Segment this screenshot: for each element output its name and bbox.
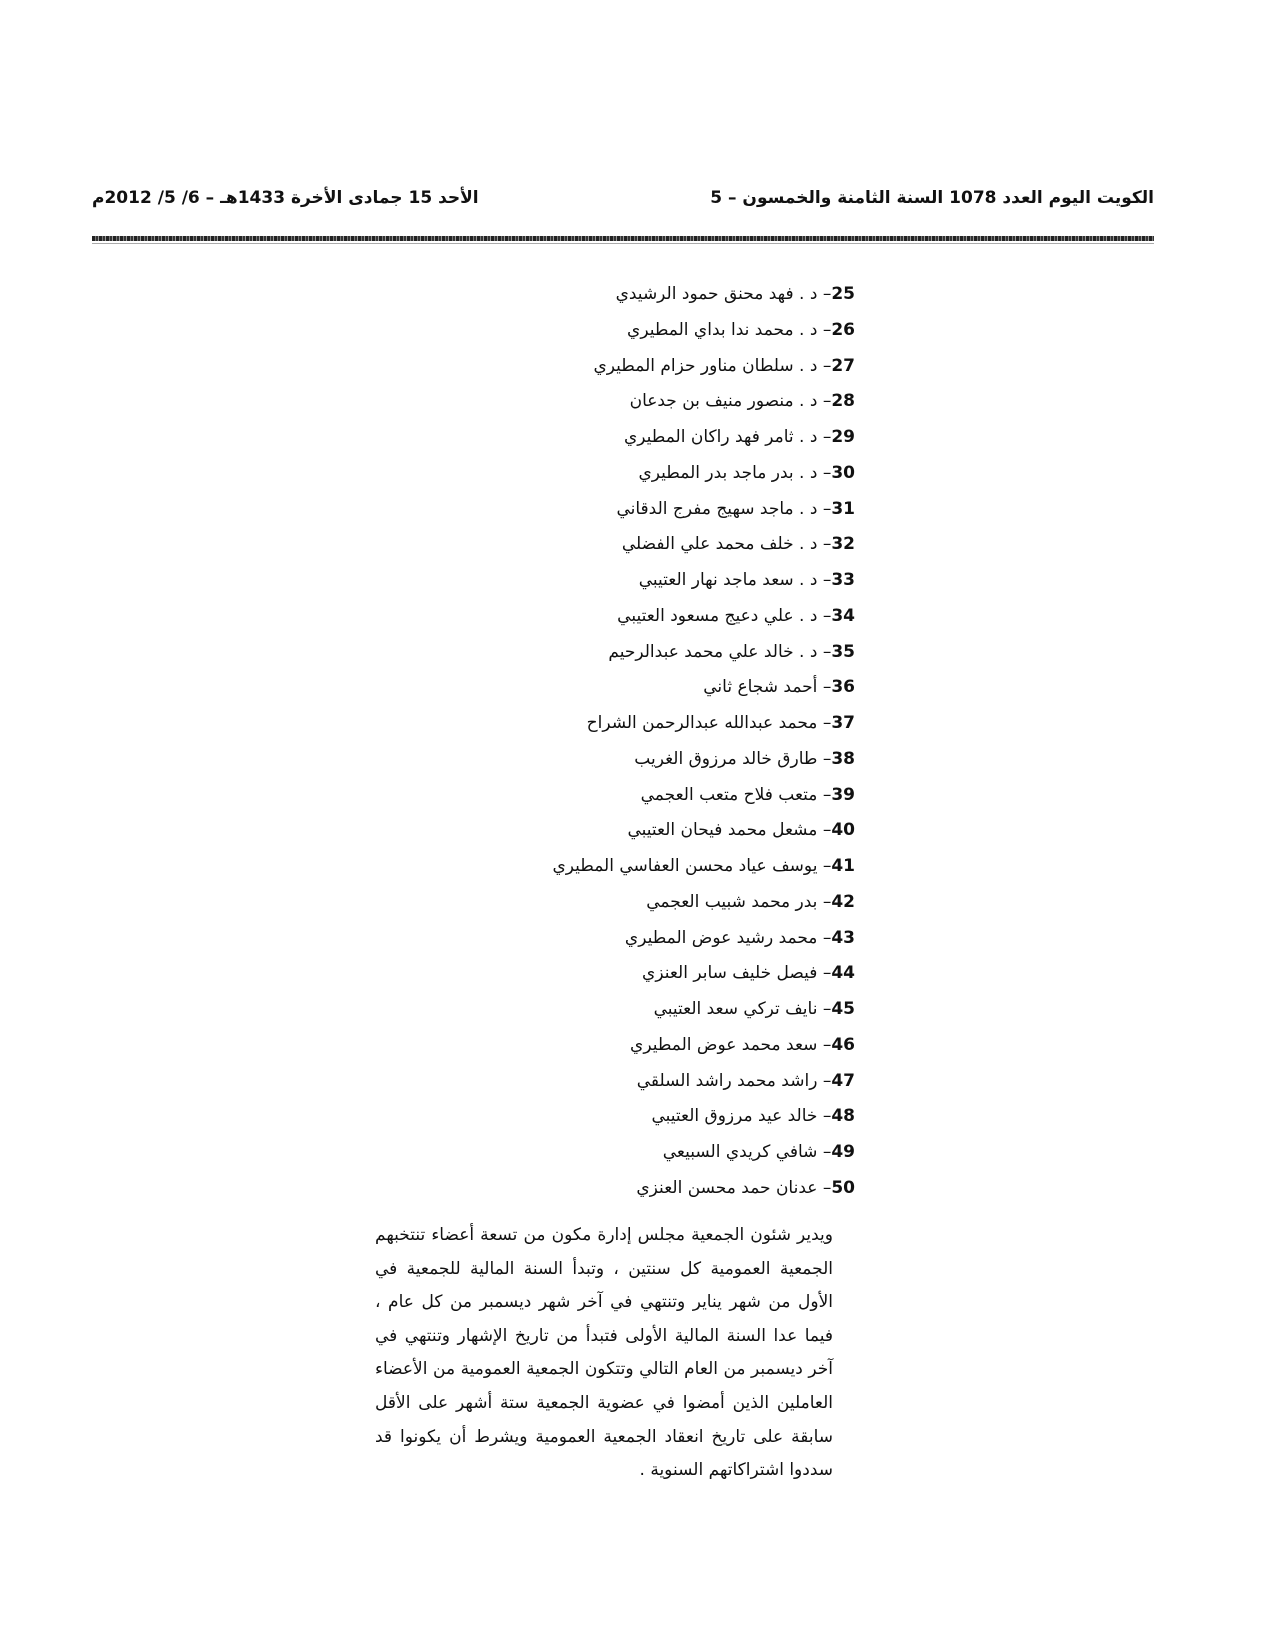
item-name: – د . بدر ماجد بدر المطيري (638, 462, 832, 483)
item-number: 38 (831, 748, 855, 769)
list-item (435, 420, 855, 456)
list-item (435, 706, 855, 742)
list-item (435, 599, 855, 635)
item-name: – د . منصور منيف بن جدعان (629, 391, 832, 412)
list-item (435, 277, 855, 313)
list-item (435, 742, 855, 778)
list-item (435, 492, 855, 528)
item-name: – راشد محمد راشد السلقي (636, 1070, 832, 1091)
list-item (435, 1135, 855, 1171)
header-date: الأحد 15 جمادى الأخرة 1433هـ – 6/ 5/ 2012م (92, 188, 479, 208)
list-item (435, 349, 855, 385)
list-item (435, 956, 855, 992)
header-rule (92, 236, 1154, 241)
item-number: 27 (831, 355, 855, 376)
item-number: 35 (831, 641, 855, 662)
item-name: – د . خالد علي محمد عبدالرحيم (608, 641, 832, 662)
item-number: 26 (831, 319, 855, 340)
list-item (435, 527, 855, 563)
item-number: 41 (831, 856, 855, 876)
item-number: 30 (831, 462, 855, 483)
item-number: 36 (831, 677, 855, 698)
item-name: – محمد رشيد عوض المطيري (624, 927, 832, 948)
item-number: 42 (831, 891, 855, 912)
list-item (435, 1171, 855, 1207)
item-number: 32 (831, 534, 855, 555)
item-name: – د . سلطان مناور حزام المطيري (593, 355, 832, 376)
item-name: – عدنان حمد محسن العنزي (636, 1177, 832, 1198)
item-name: – طارق خالد مرزوق الغريب (634, 748, 832, 769)
item-name: – أحمد شجاع ثاني (703, 677, 832, 698)
header-publication-info: الكويت اليوم العدد 1078 السنة الثامنة والخمسون – 5 (710, 188, 1154, 208)
list-item (435, 813, 855, 849)
list-item (435, 849, 855, 885)
item-name: – مشعل محمد فيحان العتيبي (627, 820, 832, 841)
item-name: – د . محمد ندا بداي المطيري (627, 319, 832, 340)
header-rule-thin (92, 243, 1154, 244)
list-item (435, 456, 855, 492)
item-name: – د . فهد محنق حمود الرشيدي (615, 284, 832, 304)
list-item (435, 778, 855, 814)
item-number: 39 (831, 784, 855, 805)
item-name: – نايف تركي سعد العتيبي (653, 999, 832, 1019)
item-name: – د . ثامر فهد راكان المطيري (623, 427, 832, 447)
item-name: – شافي كريدي السبيعي (662, 1142, 832, 1162)
item-number: 25 (831, 284, 855, 304)
item-number: 28 (831, 391, 855, 412)
list-item (435, 992, 855, 1028)
item-number: 48 (831, 1106, 855, 1127)
page-header (92, 188, 1154, 218)
item-number: 34 (831, 605, 855, 626)
item-name: – يوسف عياد محسن العفاسي المطيري (552, 856, 832, 876)
list-item (435, 1064, 855, 1100)
list-item (435, 384, 855, 420)
list-item (435, 313, 855, 349)
item-number: 31 (831, 498, 855, 519)
item-name: – د . خلف محمد علي الفضلي (621, 534, 832, 555)
members-list (435, 277, 855, 1207)
item-name: – سعد محمد عوض المطيري (630, 1034, 832, 1055)
item-number: 50 (831, 1177, 855, 1198)
item-name: – خالد عيد مرزوق العتيبي (651, 1106, 832, 1127)
item-name: – فيصل خليف سابر العنزي (642, 963, 832, 984)
list-item (435, 921, 855, 957)
list-item (435, 1099, 855, 1135)
item-number: 43 (831, 927, 855, 948)
list-item (435, 670, 855, 706)
item-name: – د . سعد ماجد نهار العتيبي (638, 570, 832, 590)
item-number: 45 (831, 999, 855, 1019)
list-item (435, 1028, 855, 1064)
item-name: – د . ماجد سهيج مفرج الدقاني (616, 498, 832, 519)
item-number: 29 (831, 427, 855, 447)
item-number: 49 (831, 1142, 855, 1162)
item-name: – متعب فلاح متعب العجمي (640, 784, 832, 805)
list-item (435, 563, 855, 599)
item-name: – بدر محمد شبيب العجمي (646, 891, 832, 912)
list-item (435, 885, 855, 921)
list-item (435, 635, 855, 671)
item-number: 33 (831, 570, 855, 590)
item-number: 47 (831, 1070, 855, 1091)
item-number: 37 (831, 713, 855, 733)
body-paragraph: ويدير شئون الجمعية مجلس إدارة مكون من تسعة أعضاء تنتخبهم الجمعية العمومية كل سنتين ، وتبدأ السنة المالية للجمعية في الأول من شهر يناير وتنتهي في آخر شهر ديسمبر من كل عام ، فيما عدا السنة المالية الأولى فتبدأ من تاريخ الإشهار وتنتهي في آخر ديسمبر من العام التالي وتتكون الجمعية العمومية من الأعضاء العاملين الذين أمضوا في عضوية الجمعية ستة أشهر على الأقل سابقة على تاريخ انعقاد الجمعية العمومية ويشرط أن يكونوا قد سددوا اشتراكاتهم السنوية . (375, 1225, 833, 1481)
item-name: – محمد عبدالله عبدالرحمن الشراح (586, 713, 832, 733)
item-number: 40 (831, 820, 855, 841)
item-number: 44 (831, 963, 855, 984)
item-name: – د . علي دعيج مسعود العتيبي (617, 605, 832, 626)
item-number: 46 (831, 1034, 855, 1055)
